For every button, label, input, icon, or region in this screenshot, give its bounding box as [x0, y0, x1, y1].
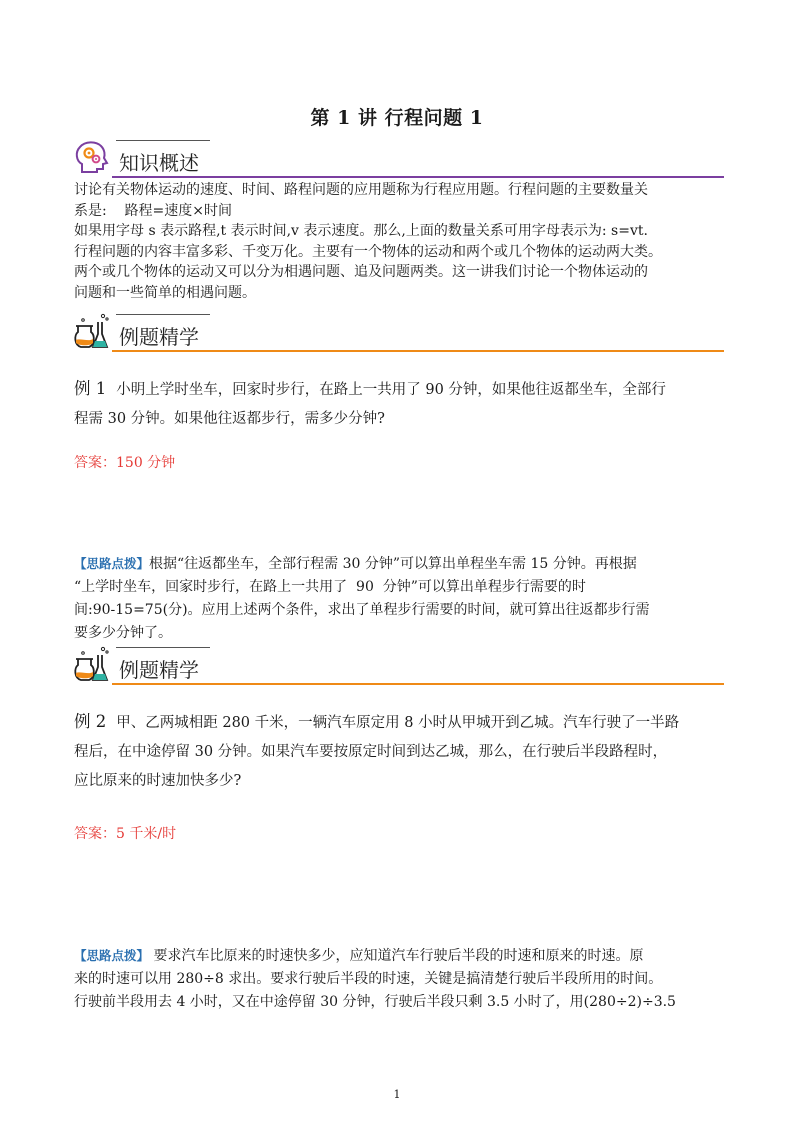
- example2-answer: 答案：5 千米/时: [74, 826, 177, 842]
- overview-line: 两个或几个物体的运动又可以分为相遇问题、追及问题两类。这一讲我们讨论一个物体运动的: [74, 264, 648, 280]
- example2-line: [74, 707, 724, 738]
- example2-line: 程后，在中途停留 30 分钟。如果汽车要按原定时间到达乙城，那么，在行驶后半段路程时，: [74, 744, 668, 760]
- overview-line: 系是: 路程=速度×时间: [74, 202, 232, 219]
- hint-tag: 【思路点拨】: [74, 948, 150, 963]
- example1-line: 程需 30 分钟。如果他往返都步行，需多少分钟?: [74, 411, 385, 427]
- hint-line: 间:90-15=75(分)。应用上述两个条件，求出了单程步行需要的时间，就可算出往返都步行需: [74, 602, 650, 618]
- header-topline: [116, 647, 210, 648]
- overview-heading: 知识概述: [119, 151, 199, 175]
- hint-line: “上学时坐车，回家时步行，在路上一共用了 90 分钟”可以算出单程步行需要的时: [74, 579, 586, 595]
- hint-line: 要多少分钟了。: [74, 625, 172, 641]
- head-gears-icon: [72, 138, 112, 178]
- example2-divider: [112, 683, 724, 685]
- overview-divider: [112, 176, 724, 178]
- overview-section-header: [72, 138, 724, 182]
- flask-icon: [72, 312, 112, 352]
- example1-answer: 答案：150 分钟: [74, 455, 176, 471]
- example2-section-header: [72, 645, 724, 689]
- overview-line: 问题和一些简单的相遇问题。: [74, 284, 256, 301]
- example1-section-header: [72, 312, 724, 356]
- example1-hint: [74, 552, 724, 645]
- example1-question: [74, 374, 724, 434]
- hint-line: [74, 552, 724, 576]
- overview-line: 如果用字母 s 表示路程,t 表示时间,v 表示速度。那么,上面的数量关系可用字母表示为: s=vt.: [74, 223, 648, 239]
- example1-heading: 例题精学: [119, 325, 199, 349]
- overview-line: 讨论有关物体运动的速度、时间、路程问题的应用题称为行程应用题。行程问题的主要数量关: [74, 182, 648, 198]
- overview-body: [74, 180, 724, 303]
- example1-line: [74, 374, 724, 405]
- example1-label: 例 1: [74, 379, 107, 398]
- page-number: 1: [393, 1088, 401, 1101]
- hint-line: 来的时速可以用 280÷8 求出。要求行驶后半段的时速，关键是搞清楚行驶后半段所用的时间。: [74, 971, 663, 987]
- header-topline: [116, 314, 210, 315]
- header-topline: [116, 140, 210, 141]
- example1-text: 小明上学时坐车，回家时步行，在路上一共用了 90 分钟，如果他往返都坐车，全部行: [116, 382, 666, 398]
- example2-heading: 例题精学: [119, 658, 199, 682]
- example2-hint: [74, 944, 724, 1014]
- example2-question: [74, 707, 724, 796]
- hint-text: 要求汽车比原来的时速快多少，应知道汽车行驶后半段的时速和原来的时速。原: [149, 948, 644, 964]
- flask-icon: [72, 645, 112, 685]
- example2-label: 例 2: [74, 712, 107, 731]
- hint-line: 行驶前半段用去 4 小时，又在中途停留 30 分钟，行驶后半段只剩 3.5 小时了，用(280÷2)÷3.5: [74, 994, 676, 1010]
- page-title: 第 1 讲 行程问题 1: [310, 107, 484, 129]
- overview-line: 行程问题的内容丰富多彩、千变万化。主要有一个物体的运动和两个或几个物体的运动两大类。: [74, 243, 662, 260]
- example2-line: 应比原来的时速加快多少?: [74, 773, 242, 789]
- hint-tag: 【思路点拨】: [74, 556, 150, 571]
- example2-text: 甲、乙两城相距 280 千米，一辆汽车原定用 8 小时从甲城开到乙城。汽车行驶了一半路: [116, 715, 680, 731]
- example1-divider: [112, 350, 724, 352]
- hint-text: 根据“往返都坐车，全部行程需 30 分钟”可以算出单程坐车需 15 分钟。再根据: [149, 556, 637, 572]
- hint-line: [74, 944, 724, 968]
